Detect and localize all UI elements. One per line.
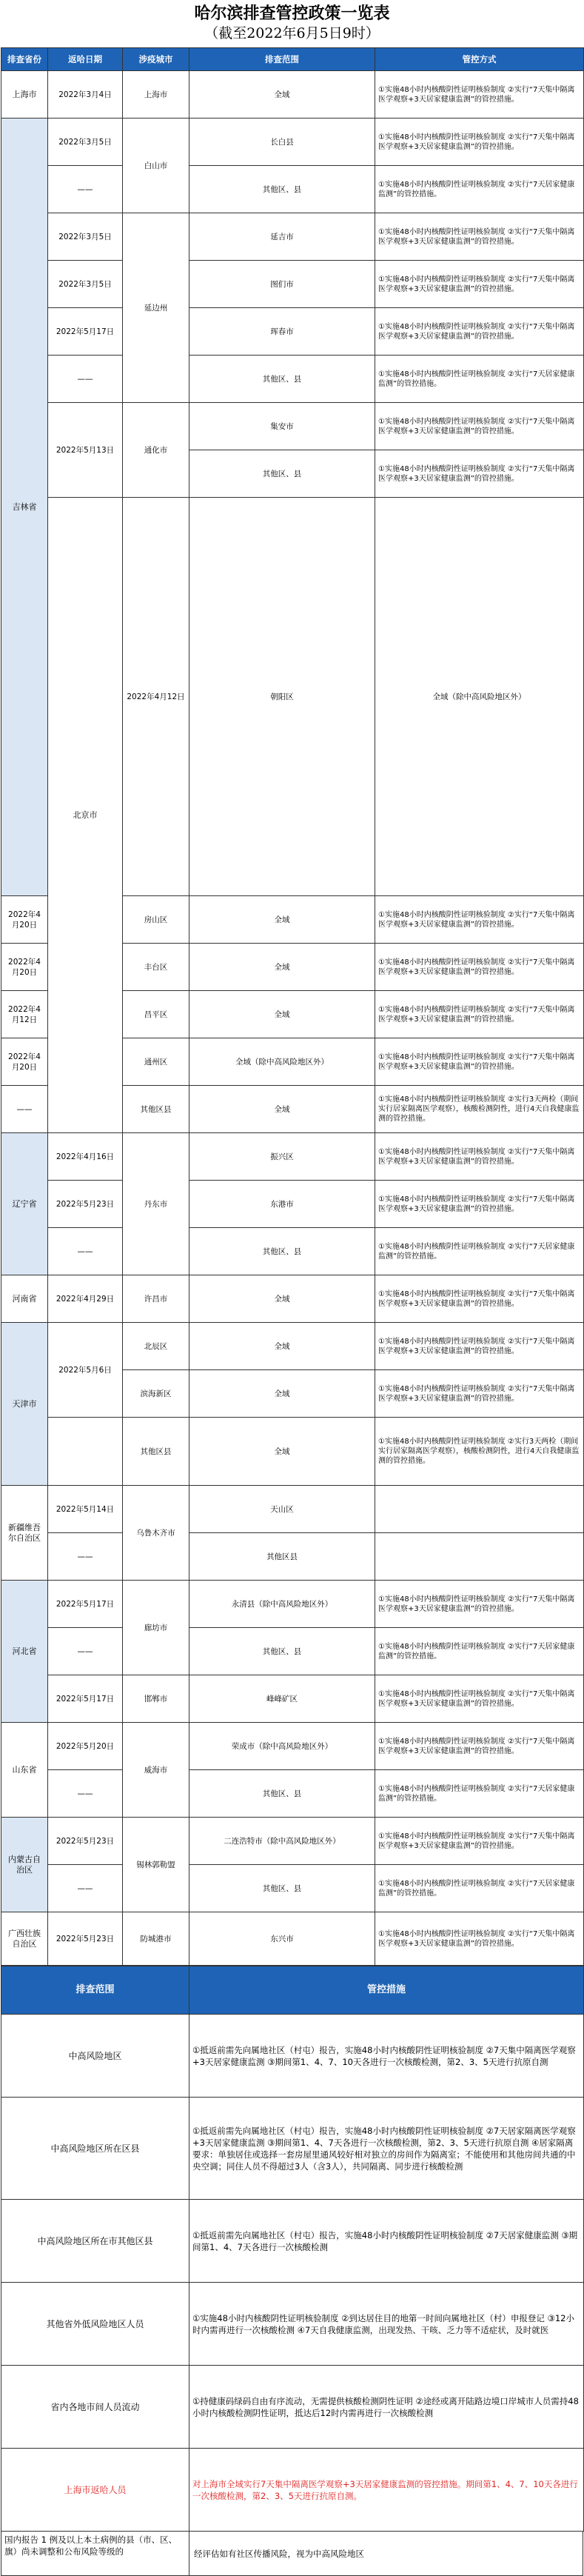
measure-cell: ①实施48小时内核酸阴性证明核验制度 ②实行“7天集中隔离医学观察+3天居家健康监测”的管控措施。 [375,1723,584,1770]
measure-cell: ①实施48小时内核酸阴性证明核验制度 ②实行“7天集中隔离医学观察+3天居家健康监测”的管控措施。 [375,1133,584,1181]
measure-cell: ①实施48小时内核酸阴性证明核验制度 ②实行“7天居家健康监测”的管控措施。 [375,356,584,403]
table-row [1,1770,584,1818]
table-row [1,1323,584,1370]
page-subtitle: （截至2022年6月5日9时） [204,25,380,41]
date-cell: 2022年3月5日 [48,261,123,308]
city-cell: 其他区县 [123,1086,189,1133]
date-cell: 2022年5月17日 [48,1675,123,1723]
category-cell: 其他省外低风险地区人员 [1,2283,189,2366]
measure-cell [375,1533,584,1581]
measure-cell: ①实施48小时内核酸阴性证明核验制度 ②实行“7天集中隔离医学观察+3天居家健康监测”的管控措施。 [375,1323,584,1370]
table-header-row [1,1966,584,2015]
province-cell: 辽宁省 [1,1133,48,1275]
date-cell: —— [48,1533,123,1581]
col-header-province: 排查省份 [1,48,48,71]
table-row [1,261,584,308]
table-row [1,2200,584,2283]
province-cell: 山东省 [1,1723,48,1818]
col-header-measure: 管控方式 [375,48,584,71]
city-cell: 通化市 [123,403,189,498]
col-header-city: 涉疫城市 [123,48,189,71]
date-cell: —— [48,1628,123,1675]
col-header-scope: 排查范围 [1,1966,189,2015]
date-cell: —— [48,1228,123,1275]
date-cell: 2022年5月14日 [48,1486,123,1533]
city-cell: 朝阳区 [189,498,375,896]
scope-cell: 其他区、县 [189,166,375,213]
scope-cell: 其他区、县 [189,1228,375,1275]
policy-table [1,47,584,1966]
date-cell: —— [48,356,123,403]
table-row [1,403,584,450]
table-row [1,1912,584,1966]
measure-cell: ①实施48小时内核酸阴性证明核验制度 ②实行“7天集中隔离医学观察+3天居家健康监测”的管控措施。 [375,403,584,450]
measure-cell: ①抵返前需先向属地社区（村屯）报告，实施48小时内核酸阴性证明核验制度 ②7天集中隔离医学观察+3天居家健康监测 ③期间第1、4、7、10天各进行一次核酸检测，第2、3、5天进行抗原自测 [189,2015,584,2098]
scope-cell: 全域 [189,71,375,119]
city-cell: 延边州 [123,213,189,403]
city-cell: 许昌市 [123,1275,189,1323]
scope-cell: 峰峰矿区 [189,1675,375,1723]
date-cell: 2022年4月20日 [1,1038,48,1086]
category-cell: 省内各地市间人员流动 [1,2366,189,2449]
scope-cell: 全域 [189,896,375,944]
scope-cell: 其他区、县 [189,450,375,498]
scope-cell: 永清县（除中高风险地区外） [189,1581,375,1628]
province-cell: 新疆维吾尔自治区 [1,1486,48,1581]
scope-cell: 珲春市 [189,308,375,356]
measure-cell: ①抵返前需先向属地社区（村屯）报告，实施48小时内核酸阴性证明核验制度 ②7天居家健康监测 ③期间第1、4、7天各进行一次核酸检测 [189,2200,584,2283]
date-cell: 2022年4月29日 [48,1275,123,1323]
scope-cell: 其他区、县 [189,1770,375,1818]
table-row [1,1181,584,1228]
city-cell: 防城港市 [123,1912,189,1966]
risk-area-table [1,1966,584,2532]
measure-cell: ①实施48小时内核酸阴性证明核验制度 ②实行“7天居家健康监测”的管控措施。 [375,166,584,213]
date-cell: 2022年3月5日 [48,213,123,261]
scope-cell: 全域 [189,1275,375,1323]
table-row [1,356,584,403]
table-row [1,1133,584,1181]
scope-cell: 全域 [189,1418,375,1486]
date-cell: 2022年4月20日 [1,944,48,991]
table-row [1,2098,584,2200]
scope-cell: 二连浩特市（除中高风险地区外） [189,1818,375,1865]
table-row [1,1628,584,1675]
measure-cell: ①实施48小时内核酸阴性证明核验制度 ②实行“7天集中隔离医学观察+3天居家健康监测”的管控措施。 [375,1038,584,1086]
table-row [1,498,584,896]
city-cell: 白山市 [123,119,189,213]
measure-cell: ①实施48小时内核酸阴性证明核验制度 ②实行“7天集中隔离医学观察+3天居家健康监测”的管控措施。 [375,991,584,1038]
province-cell: 河北省 [1,1581,48,1723]
table-row [1,1275,584,1323]
measure-cell: ①实施48小时内核酸阴性证明核验制度 ②实行“7天集中隔离医学观察+3天居家健康监测”的管控措施。 [375,944,584,991]
scope-cell: 其他区、县 [189,1865,375,1912]
measure-cell: ①实施48小时内核酸阴性证明核验制度 ②实行“7天集中隔离医学观察+3天居家健康监测”的管控措施。 [375,71,584,119]
date-cell: 2022年5月17日 [48,1581,123,1628]
scope-cell: 全域 [189,1370,375,1418]
date-cell: 2022年5月20日 [48,1723,123,1770]
measure-cell: ①实施48小时内核酸阴性证明核验制度 ②实行“7天居家健康监测”的管控措施。 [375,1770,584,1818]
date-cell: 2022年4月20日 [1,896,48,944]
province-cell: 河南省 [1,1275,48,1323]
province-cell: 北京市 [48,498,123,1133]
measure-cell: ①实施48小时内核酸阴性证明核验制度 ②实行“7天居家健康监测”的管控措施。 [375,1228,584,1275]
scope-cell: 长白县 [189,119,375,166]
col-header-measure: 管控措施 [189,1966,584,2015]
city-cell: 通州区 [123,1038,189,1086]
measure-cell: ①实施48小时内核酸阴性证明核验制度 ②实行“7天集中隔离医学观察+3天居家健康监测”的管控措施。 [375,450,584,498]
category-cell: 上海市返哈人员 [1,2449,189,2532]
measure-cell: ①实施48小时内核酸阴性证明核验制度 ②实行3天两检（期间实行居家隔离医学观察），核酸检测阴性，进行4天自我健康监测的管控措施。 [375,1086,584,1133]
table-row [1,1486,584,1533]
category-cell: 中高风险地区所在市其他区县 [1,2200,189,2283]
table-row [1,1533,584,1581]
scope-cell: 全域 [189,944,375,991]
city-cell: 滨海新区 [123,1370,189,1418]
table-row [1,119,584,166]
scope-cell: 延吉市 [189,213,375,261]
city-cell: 丰台区 [123,944,189,991]
city-cell: 房山区 [123,896,189,944]
measure-cell: ①实施48小时内核酸阴性证明核验制度 ②到达居住目的地第一时间向属地社区（村）申报登记 ③12小时内需再进行一次核酸检测 ④7天自我健康监测，出现发热、干咳、乏力等不适症状，及时就医 [189,2283,584,2366]
scope-cell: 全域 [189,991,375,1038]
scope-cell: 全域 [189,1086,375,1133]
city-cell: 其他区县 [123,1418,189,1486]
date-cell: 2022年3月5日 [48,119,123,166]
measure-cell: ①实施48小时内核酸阴性证明核验制度 ②实行“7天居家健康监测”的管控措施。 [375,1865,584,1912]
measure-cell: ①实施48小时内核酸阴性证明核验制度 ②实行“7天居家健康监测”的管控措施。 [375,1628,584,1675]
measure-cell [375,1486,584,1533]
measure-cell: ①实施48小时内核酸阴性证明核验制度 ②实行“7天集中隔离医学观察+3天居家健康监测”的管控措施。 [375,1275,584,1323]
scope-cell: 东兴市 [189,1912,375,1966]
city-cell: 威海市 [123,1723,189,1818]
table-header-row [1,48,584,71]
scope-cell: 全域（除中高风险地区外） [375,498,584,896]
date-cell: —— [48,1770,123,1818]
province-cell: 内蒙古自治区 [1,1818,48,1912]
measure-cell: ①实施48小时内核酸阴性证明核验制度 ②实行“7天集中隔离医学观察+3天居家健康监测”的管控措施。 [375,1675,584,1723]
table-row [1,1818,584,1865]
measure-cell: ①实施48小时内核酸阴性证明核验制度 ②实行“7天集中隔离医学观察+3天居家健康监测”的管控措施。 [375,308,584,356]
table-row [1,213,584,261]
table-row [1,308,584,356]
scope-cell: 东港市 [189,1181,375,1228]
scope-cell: 全域 [189,1323,375,1370]
table-row [1,1865,584,1912]
province-cell: 广西壮族自治区 [1,1912,48,1966]
table-row [1,1418,584,1486]
province-cell: 天津市 [1,1323,48,1486]
date-cell: 2022年4月16日 [48,1133,123,1181]
measure-cell: ①实施48小时内核酸阴性证明核验制度 ②实行“7天集中隔离医学观察+3天居家健康监测”的管控措施。 [375,1912,584,1966]
table-row [1,2449,584,2532]
date-cell: 2022年5月23日 [48,1818,123,1865]
table-row [1,2015,584,2098]
date-cell: 2022年5月17日 [48,308,123,356]
scope-cell: 荣成市（除中高风险地区外） [189,1723,375,1770]
scope-cell: 天山区 [189,1486,375,1533]
scope-cell: 其他区县 [189,1533,375,1581]
province-cell: 上海市 [1,71,48,119]
col-header-date: 返哈日期 [48,48,123,71]
col-header-scope: 排查范围 [189,48,375,71]
scope-cell: 振兴区 [189,1133,375,1181]
table-row [1,2283,584,2366]
date-cell: 2022年3月4日 [48,71,123,119]
date-cell: 2022年5月23日 [48,1912,123,1966]
footer-note [1,2532,583,2576]
table-row [1,1675,584,1723]
city-cell: 北辰区 [123,1323,189,1370]
date-cell: —— [48,166,123,213]
city-cell: 上海市 [123,71,189,119]
measure-cell: ①实施48小时内核酸阴性证明核验制度 ②实行“7天集中隔离医学观察+3天居家健康监测”的管控措施。 [375,261,584,308]
measure-cell: ①抵返前需先向属地社区（村屯）报告，实施48小时内核酸阴性证明核验制度 ②7天居家隔离医学观察+3天居家健康监测 ③期间第1、4、7天各进行一次核酸检测，第2、3、5天进行抗原自测 ④居家隔离要求：单独居住或选择一套房屋里通风较好相对独立的房间作为隔离室；不能使用和其他房间共通的中央空调；同住人员不得超过3人（含3人），共同隔离、同步进行核酸检测 [189,2098,584,2200]
measure-cell: ①实施48小时内核酸阴性证明核验制度 ②实行“7天集中隔离医学观察+3天居家健康监测”的管控措施。 [375,1370,584,1418]
measure-cell: ①实施48小时内核酸阴性证明核验制度 ②实行“7天集中隔离医学观察+3天居家健康监测”的管控措施。 [375,896,584,944]
page-header [0,0,584,47]
city-cell: 昌平区 [123,991,189,1038]
measure-cell: ①实施48小时内核酸阴性证明核验制度 ②实行“7天集中隔离医学观察+3天居家健康监测”的管控措施。 [375,119,584,166]
measure-cell: 对上海市全域实行7天集中隔离医学观察+3天居家健康监测的管控措施。期间第1、4、7、10天各进行一次核酸检测，第2、3、5天进行抗原自测。 [189,2449,584,2532]
measure-cell: ①实施48小时内核酸阴性证明核验制度 ②实行3天两检（期间实行居家隔离医学观察），核酸检测阴性，进行4天自我健康监测的管控措施。 [375,1418,584,1486]
measure-cell: ①实施48小时内核酸阴性证明核验制度 ②实行“7天集中隔离医学观察+3天居家健康监测”的管控措施。 [375,1818,584,1865]
scope-cell: 集安市 [189,403,375,450]
table-row [1,1723,584,1770]
page-title: 哈尔滨排查管控政策一览表 [194,4,390,23]
date-cell: 2022年5月13日 [48,403,123,498]
city-cell: 锡林郭勒盟 [123,1818,189,1912]
date-cell: 2022年4月12日 [123,498,189,896]
date-cell: 2022年5月6日 [48,1323,123,1418]
measure-cell: ①实施48小时内核酸阴性证明核验制度 ②实行“7天集中隔离医学观察+3天居家健康监测”的管控措施。 [375,213,584,261]
table-row [1,1581,584,1628]
scope-cell: 其他区、县 [189,1628,375,1675]
measure-cell: ①实施48小时内核酸阴性证明核验制度 ②实行“7天集中隔离医学观察+3天居家健康监测”的管控措施。 [375,1581,584,1628]
scope-cell: 图们市 [189,261,375,308]
date-cell: 2022年5月23日 [48,1181,123,1228]
scope-cell: 其他区、县 [189,356,375,403]
scope-cell: 全域（除中高风险地区外） [189,1038,375,1086]
footer-note-right: 经评估如有社区传播风险，视为中高风险地区 [194,2548,364,2559]
table-row [1,166,584,213]
measure-cell: ①持健康码绿码自由有序流动，无需提供核酸检测阴性证明 ②途经或离开陆路边境口岸城市人员需持48小时内核酸检测阴性证明，抵达后12时内需再进行一次核酸检测 [189,2366,584,2449]
date-cell [48,1418,123,1486]
date-cell: —— [48,1865,123,1912]
category-cell: 中高风险地区 [1,2015,189,2098]
measure-cell: ①实施48小时内核酸阴性证明核验制度 ②实行“7天集中隔离医学观察+3天居家健康监测”的管控措施。 [375,1181,584,1228]
city-cell: 丹东市 [123,1133,189,1275]
city-cell: 乌鲁木齐市 [123,1486,189,1581]
date-cell: —— [1,1086,48,1133]
table-row [1,2366,584,2449]
category-cell: 中高风险地区所在区县 [1,2098,189,2200]
province-cell: 吉林省 [1,119,48,896]
city-cell: 邯郸市 [123,1675,189,1723]
table-row [1,71,584,119]
date-cell: 2022年4月12日 [1,991,48,1038]
table-row [1,1228,584,1275]
footer-note-left: 国内报告 1 例及以上本土病例的县（市、区、旗）尚未调整和公布风险等级的 [1,2532,189,2575]
city-cell: 廊坊市 [123,1581,189,1675]
